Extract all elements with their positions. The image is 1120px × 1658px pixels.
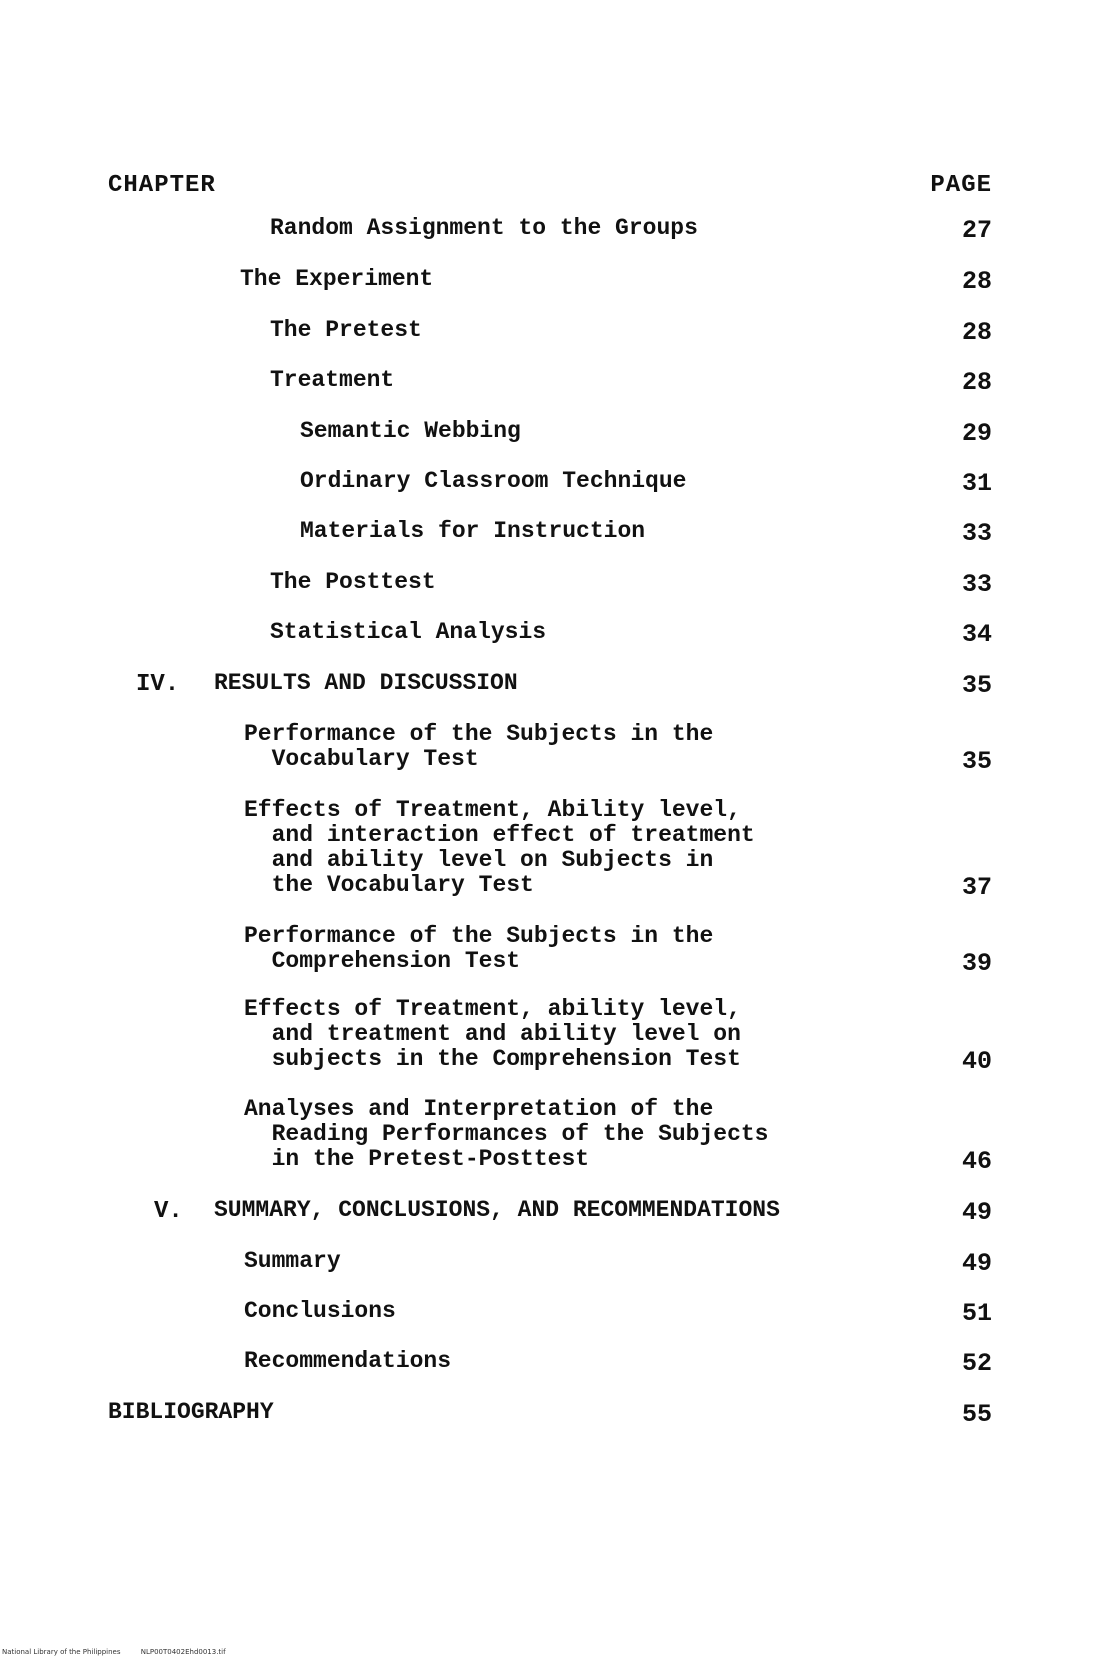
toc-entry-title[interactable] (244, 798, 755, 898)
toc-page-number: 34 (961, 620, 992, 649)
toc-entry-line: Effects of Treatment, ability level, (244, 996, 741, 1022)
toc-entry-line: The Pretest (270, 317, 422, 343)
toc-entry-line: Ordinary Classroom Technique (300, 468, 687, 494)
toc-entry-line: Conclusions (244, 1298, 396, 1324)
toc-page-number: 33 (961, 519, 992, 548)
toc-entry-line: Summary (244, 1248, 341, 1274)
toc-page-number: 35 (961, 747, 992, 776)
toc-entry-title[interactable] (300, 519, 645, 544)
toc-entry-line: in the Pretest-Posttest (244, 1146, 590, 1172)
scan-footer (2, 1648, 244, 1656)
toc-entry-line: Materials for Instruction (300, 518, 646, 544)
toc-entry-title[interactable] (244, 1349, 451, 1374)
toc-entry-title[interactable] (270, 318, 422, 343)
toc-entry-line: Analyses and Interpretation of the (244, 1096, 714, 1122)
toc-page-number: 27 (961, 216, 992, 245)
toc-entry-title[interactable] (300, 469, 686, 494)
toc-entry-line: subjects in the Comprehension Test (244, 1046, 741, 1072)
toc-entry-line: and ability level on Subjects in (244, 847, 714, 873)
toc-entry-title[interactable] (214, 671, 518, 696)
toc-page-number: 28 (961, 267, 992, 296)
toc-entry-title[interactable] (244, 924, 713, 974)
toc-entry-line: The Experiment (240, 266, 434, 292)
toc-entry-title[interactable] (270, 620, 546, 645)
toc-page-number: 28 (961, 368, 992, 397)
chapter-number: V. (154, 1198, 183, 1225)
toc-entry-title[interactable] (244, 1299, 396, 1324)
toc-entry-title[interactable] (244, 997, 741, 1072)
toc-entry-title[interactable] (240, 267, 433, 292)
toc-entry-line: and interaction effect of treatment (244, 822, 755, 848)
toc-entry-line: Performance of the Subjects in the (244, 721, 714, 747)
toc-entry-line: RESULTS AND DISCUSSION (214, 670, 518, 696)
toc-entry-line: Semantic Webbing (300, 418, 521, 444)
toc-entry-line: Reading Performances of the Subjects (244, 1121, 769, 1147)
toc-entry-line: SUMMARY, CONCLUSIONS, AND RECOMMENDATIONS (214, 1197, 780, 1223)
toc-entry-line: and treatment and ability level on (244, 1021, 741, 1047)
toc-entry-line: Recommendations (244, 1348, 452, 1374)
page-heading: PAGE (930, 172, 992, 199)
toc-entry-line: Performance of the Subjects in the (244, 923, 714, 949)
toc-entry-line: Treatment (270, 367, 395, 393)
toc-page-number: 33 (961, 570, 992, 599)
toc-page-number: 49 (961, 1249, 992, 1278)
toc-page-number: 52 (961, 1349, 992, 1378)
toc-entry-title[interactable] (108, 1400, 274, 1425)
toc-entry-line: BIBLIOGRAPHY (108, 1399, 274, 1425)
toc-entry-title[interactable] (244, 1249, 341, 1274)
toc-entry-title[interactable] (244, 1097, 769, 1172)
toc-entry-title[interactable] (214, 1198, 780, 1223)
toc-entry-line: Comprehension Test (244, 948, 521, 974)
toc-entry-line: Statistical Analysis (270, 619, 547, 645)
toc-entry-title[interactable] (300, 419, 521, 444)
toc-entry-title[interactable] (270, 216, 698, 241)
toc-page-number: 46 (961, 1147, 992, 1176)
toc-page-number: 51 (961, 1299, 992, 1328)
footer-file: NLP00T0402Ehd0013.tif (140, 1648, 226, 1656)
toc-page-number: 37 (961, 873, 992, 902)
toc-entry-line: The Posttest (270, 569, 436, 595)
toc-page-number: 49 (961, 1198, 992, 1227)
toc-page-number: 31 (961, 469, 992, 498)
toc-page-number: 28 (961, 318, 992, 347)
toc-entry-line: Effects of Treatment, Ability level, (244, 797, 741, 823)
toc-entry-line: Random Assignment to the Groups (270, 215, 698, 241)
toc-entry-title[interactable] (244, 722, 713, 772)
toc-page-number: 29 (961, 419, 992, 448)
toc-entry-line: the Vocabulary Test (244, 872, 534, 898)
footer-library: National Library of the Philippines (2, 1648, 121, 1656)
chapter-number: IV. (136, 671, 180, 698)
toc-entry-title[interactable] (270, 368, 394, 393)
chapter-heading: CHAPTER (108, 172, 216, 199)
toc-entry-line: Vocabulary Test (244, 746, 479, 772)
toc-page-number: 40 (961, 1047, 992, 1076)
toc-page-number: 35 (961, 671, 992, 700)
toc-page-number: 55 (961, 1400, 992, 1429)
toc-page-number: 39 (961, 949, 992, 978)
toc-entry-title[interactable] (270, 570, 436, 595)
